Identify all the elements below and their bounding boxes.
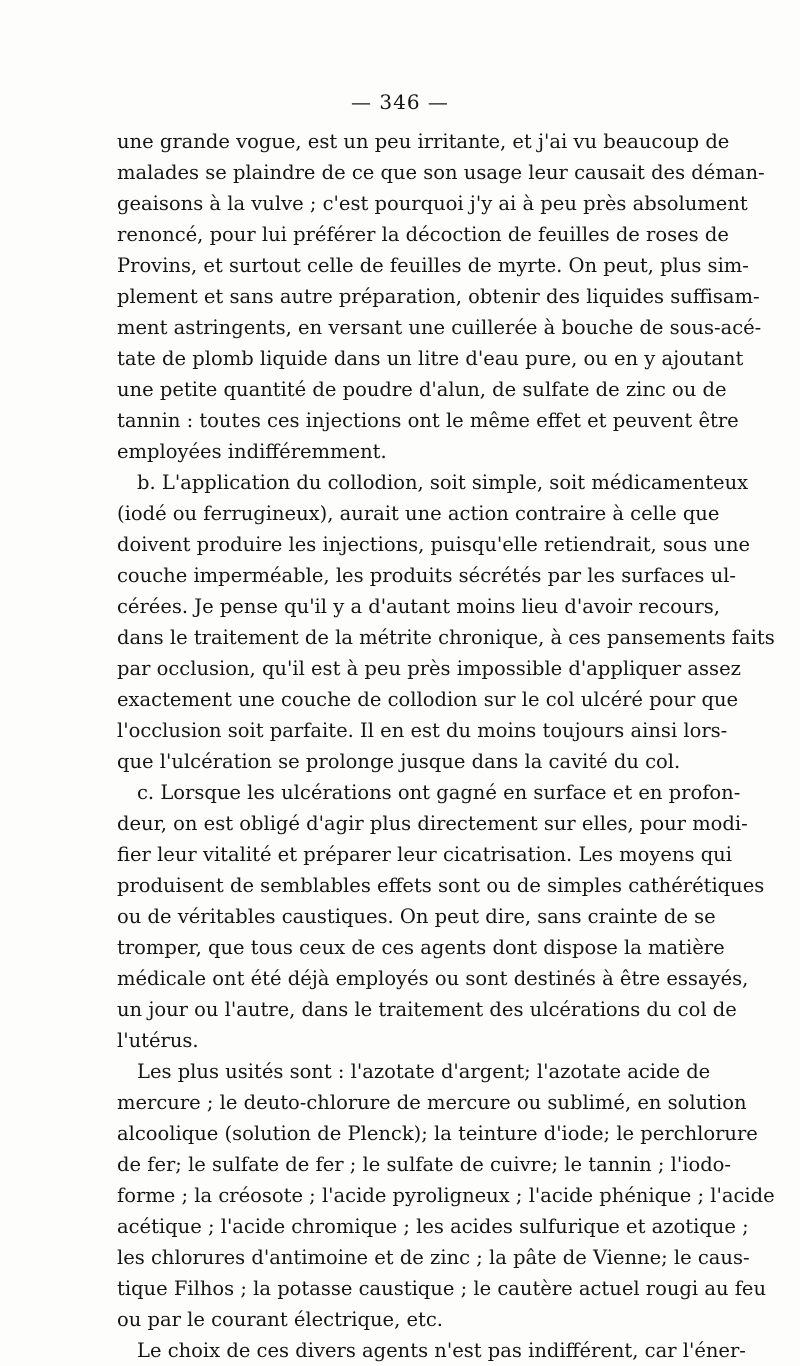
text-line: un jour ou l'autre, dans le traitement des ulcérations du col de	[117, 998, 737, 1021]
text-line: Provins, et surtout celle de feuilles de myrte. On peut, plus sim-	[117, 254, 749, 277]
text-line: ou par le courant électrique, etc.	[117, 1308, 443, 1331]
text-line: alcoolique (solution de Plenck); la teinture d'iode; le perchlorure	[117, 1122, 758, 1145]
text-line: acétique ; l'acide chromique ; les acides sulfurique et azotique ;	[117, 1215, 749, 1238]
text-line: ou de véritables caustiques. On peut dire, sans crainte de se	[117, 905, 716, 928]
text-line: plement et sans autre préparation, obtenir des liquides suffisam-	[117, 285, 760, 308]
text-line: l'occlusion soit parfaite. Il en est du moins toujours ainsi lors-	[117, 719, 728, 742]
text-line: Les plus usités sont : l'azotate d'argent; l'azotate acide de	[137, 1060, 711, 1083]
text-line: employées indifféremment.	[117, 440, 387, 463]
body-text	[117, 126, 775, 1366]
text-line: b. L'application du collodion, soit simple, soit médicamenteux	[137, 471, 749, 494]
text-line: de fer; le sulfate de fer ; le sulfate de cuivre; le tannin ; l'iodo-	[117, 1153, 732, 1176]
text-line: tate de plomb liquide dans un litre d'eau pure, ou en y ajoutant	[117, 347, 744, 370]
text-line: c. Lorsque les ulcérations ont gagné en surface et en profon-	[137, 781, 741, 804]
text-line: malades se plaindre de ce que son usage leur causait des déman-	[117, 161, 765, 184]
text-line: mercure ; le deuto-chlorure de mercure ou sublimé, en solution	[117, 1091, 747, 1114]
text-line: produisent de semblables effets sont ou de simples cathérétiques	[117, 874, 765, 897]
text-line: (iodé ou ferrugineux), aurait une action contraire à celle que	[117, 502, 720, 525]
text-line: dans le traitement de la métrite chronique, à ces pansements faits	[117, 626, 775, 649]
text-line: tromper, que tous ceux de ces agents dont dispose la matière	[117, 936, 725, 959]
text-line: tannin : toutes ces injections ont le même effet et peuvent être	[117, 409, 739, 432]
text-line: geaisons à la vulve ; c'est pourquoi j'y ai à peu près absolument	[117, 192, 748, 215]
text-line: couche imperméable, les produits sécrétés par les surfaces ul-	[117, 564, 736, 587]
text-line: médicale ont été déjà employés ou sont destinés à être essayés,	[117, 967, 749, 990]
text-line: renoncé, pour lui préférer la décoction de feuilles de roses de	[117, 223, 729, 246]
text-line: par occlusion, qu'il est à peu près impossible d'appliquer assez	[117, 657, 741, 680]
text-line: tique Filhos ; la potasse caustique ; le cautère actuel rougi au feu	[117, 1277, 767, 1300]
text-line: cérées. Je pense qu'il y a d'autant moins lieu d'avoir recours,	[117, 595, 720, 618]
text-line: forme ; la créosote ; l'acide pyroligneux ; l'acide phénique ; l'acide	[117, 1184, 775, 1207]
text-line: une grande vogue, est un peu irritante, et j'ai vu beaucoup de	[117, 130, 730, 153]
text-line: deur, on est obligé d'agir plus directement sur elles, pour modi-	[117, 812, 748, 835]
text-line: fier leur vitalité et préparer leur cicatrisation. Les moyens qui	[117, 843, 732, 866]
page-number-header: — 346 —	[351, 90, 449, 114]
text-line: que l'ulcération se prolonge jusque dans la cavité du col.	[117, 750, 681, 773]
text-line: les chlorures d'antimoine et de zinc ; la pâte de Vienne; le caus-	[117, 1246, 750, 1269]
text-line: l'utérus.	[117, 1029, 199, 1052]
text-line: une petite quantité de poudre d'alun, de sulfate de zinc ou de	[117, 378, 727, 401]
text-line: Le choix de ces divers agents n'est pas indifférent, car l'éner-	[137, 1339, 746, 1362]
text-line: exactement une couche de collodion sur le col ulcéré pour que	[117, 688, 739, 711]
text-line: ment astringents, en versant une cuillerée à bouche de sous-acé-	[117, 316, 762, 339]
text-line: doivent produire les injections, puisqu'elle retiendrait, sous une	[117, 533, 751, 556]
